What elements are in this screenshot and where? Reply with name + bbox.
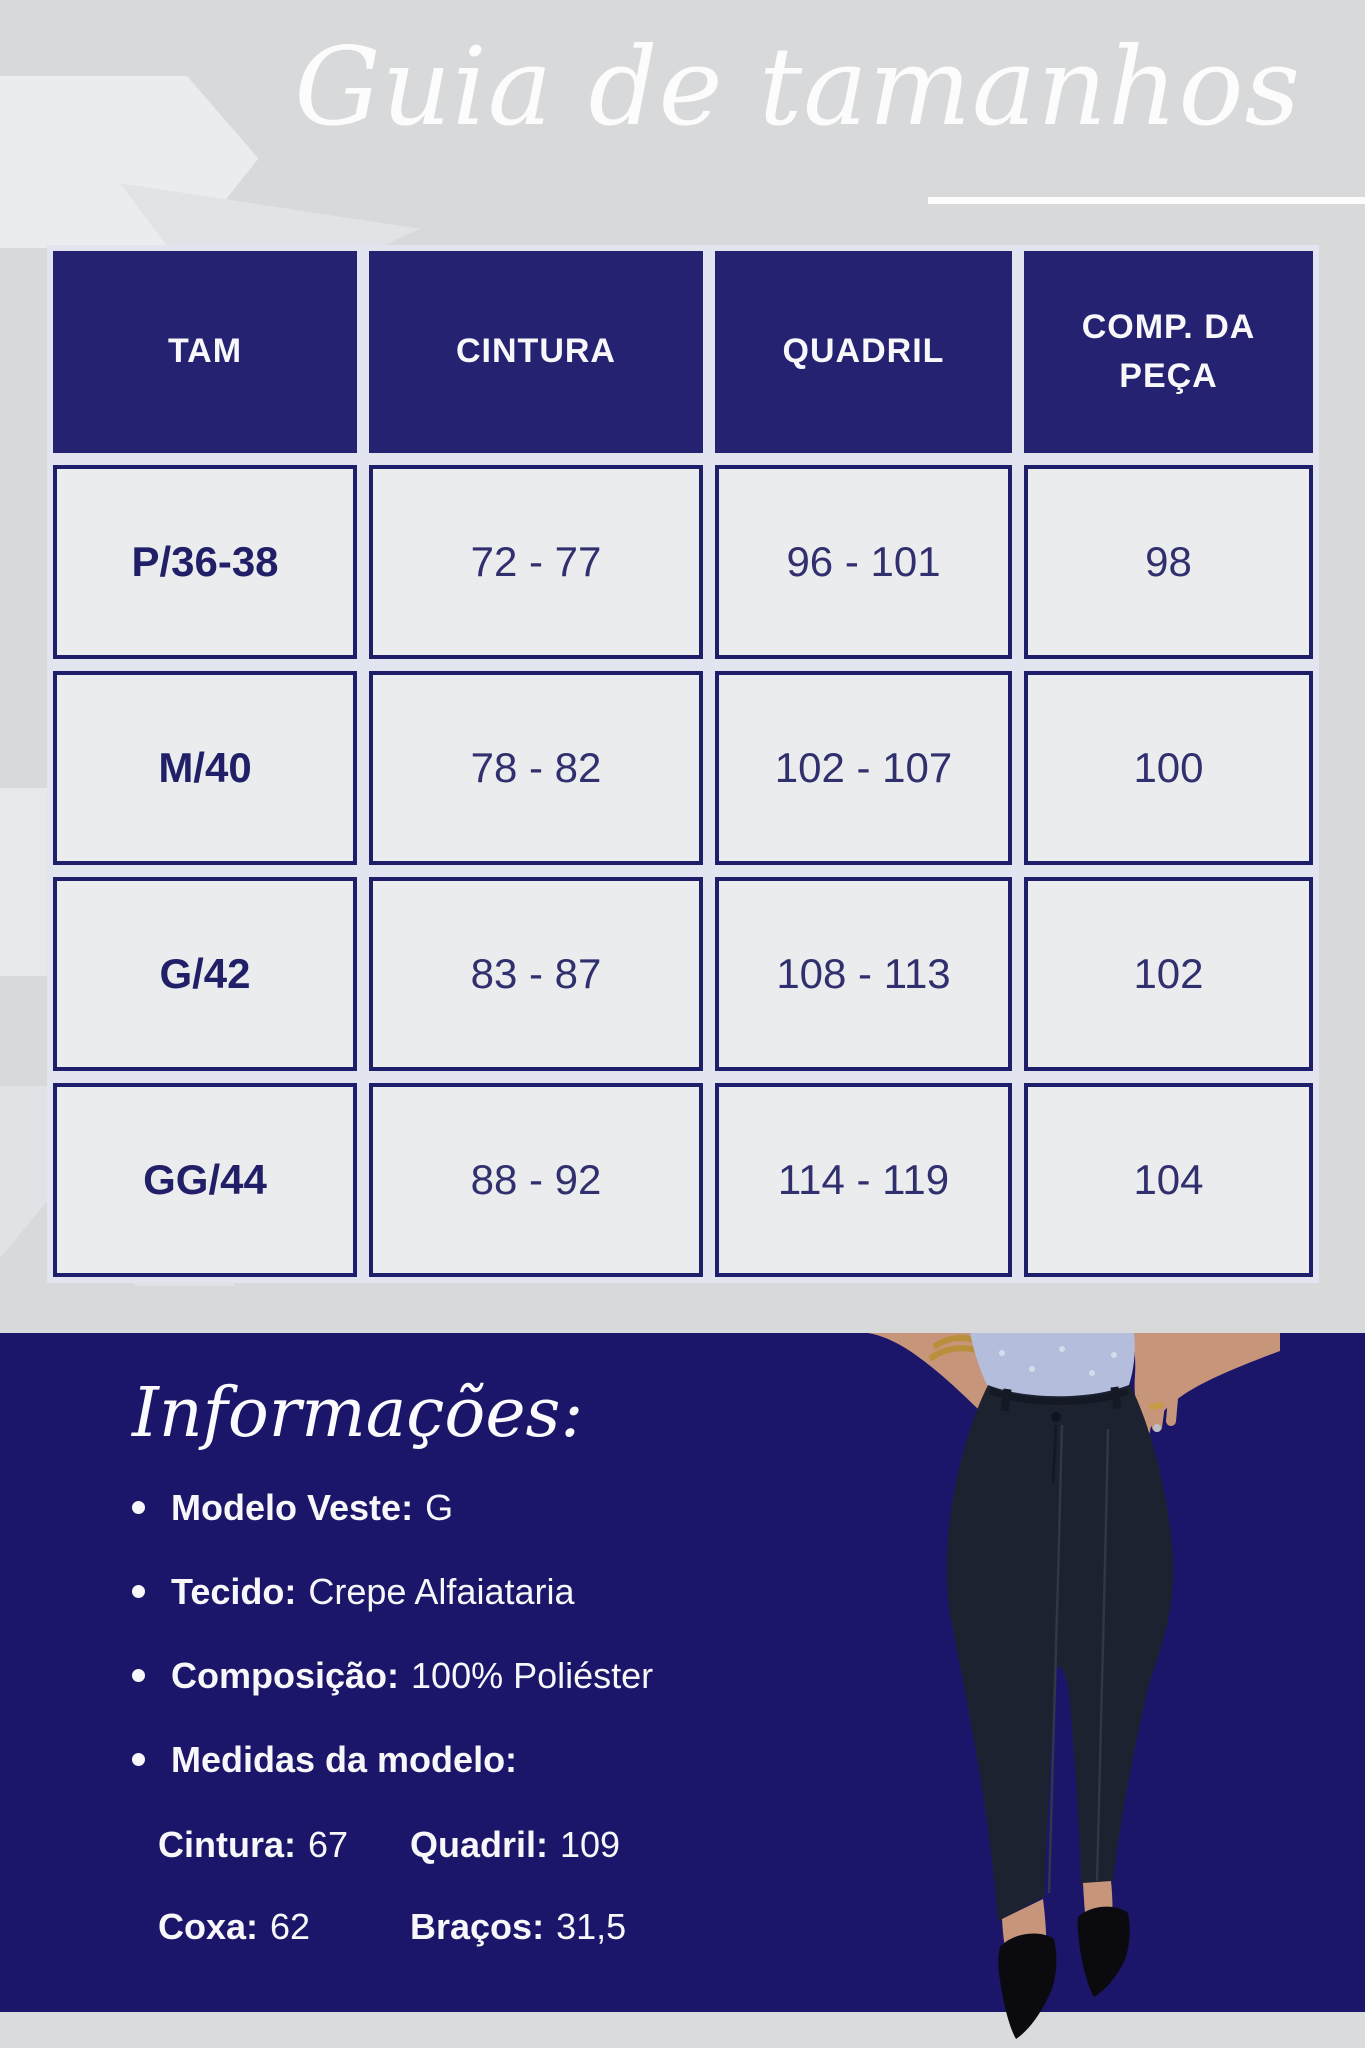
info-block	[132, 1374, 772, 1987]
info-value: Crepe Alfaiataria	[308, 1570, 575, 1612]
table-cell: M/40	[53, 671, 357, 865]
bullet-dot	[132, 1753, 145, 1766]
table-cell: 83 - 87	[369, 877, 703, 1071]
table-header-tam: TAM	[53, 251, 357, 453]
page-title: Guia de tamanhos	[294, 25, 1301, 150]
measure-label: Coxa:	[158, 1905, 259, 1947]
table-cell: 104	[1024, 1083, 1313, 1277]
measure-label: Quadril:	[410, 1823, 549, 1865]
table-cell: 78 - 82	[369, 671, 703, 865]
bullet-dot	[132, 1669, 145, 1682]
info-value: G	[425, 1486, 454, 1528]
table-cell: 108 - 113	[715, 877, 1012, 1071]
measure-label: Braços:	[410, 1905, 545, 1947]
info-label: Composição:	[171, 1655, 400, 1697]
measure-value: 62	[270, 1905, 311, 1947]
info-value: 100% Poliéster	[411, 1655, 654, 1697]
title-underline	[928, 197, 1365, 204]
measure-value: 109	[560, 1823, 621, 1865]
bullet-dot	[132, 1501, 145, 1514]
table-cell: 88 - 92	[369, 1083, 703, 1277]
info-list	[132, 1486, 772, 1782]
info-label: Tecido:	[171, 1570, 297, 1612]
info-heading: Informações:	[132, 1374, 584, 1453]
table-cell: 100	[1024, 671, 1313, 865]
measure-label: Cintura:	[158, 1823, 296, 1865]
info-item-composicao	[132, 1654, 772, 1697]
table-cell: 96 - 101	[715, 465, 1012, 659]
table-cell: G/42	[53, 877, 357, 1071]
info-item-medidas	[132, 1738, 772, 1781]
measure-value: 31,5	[556, 1905, 627, 1947]
info-item-modelo-veste	[132, 1486, 772, 1529]
measurements-row	[132, 1905, 772, 1948]
table-cell: 102 - 107	[715, 671, 1012, 865]
table-header-cintura: CINTURA	[369, 251, 703, 453]
measure-value: 67	[308, 1823, 349, 1865]
table-cell: 114 - 119	[715, 1083, 1012, 1277]
info-label: Medidas da modelo:	[171, 1739, 518, 1781]
table-header-comp-da-peca: COMP. DA PEÇA	[1024, 251, 1313, 453]
model-photo	[850, 1333, 1280, 2048]
table-header-quadril: QUADRIL	[715, 251, 1012, 453]
measurements-row	[132, 1823, 772, 1866]
table-cell: 72 - 77	[369, 465, 703, 659]
table-cell: 102	[1024, 877, 1313, 1071]
size-table	[47, 245, 1319, 1283]
bullet-dot	[132, 1585, 145, 1598]
table-cell: P/36-38	[53, 465, 357, 659]
info-item-tecido	[132, 1570, 772, 1613]
table-cell: 98	[1024, 465, 1313, 659]
info-label: Modelo Veste:	[171, 1486, 414, 1528]
table-cell: GG/44	[53, 1083, 357, 1277]
